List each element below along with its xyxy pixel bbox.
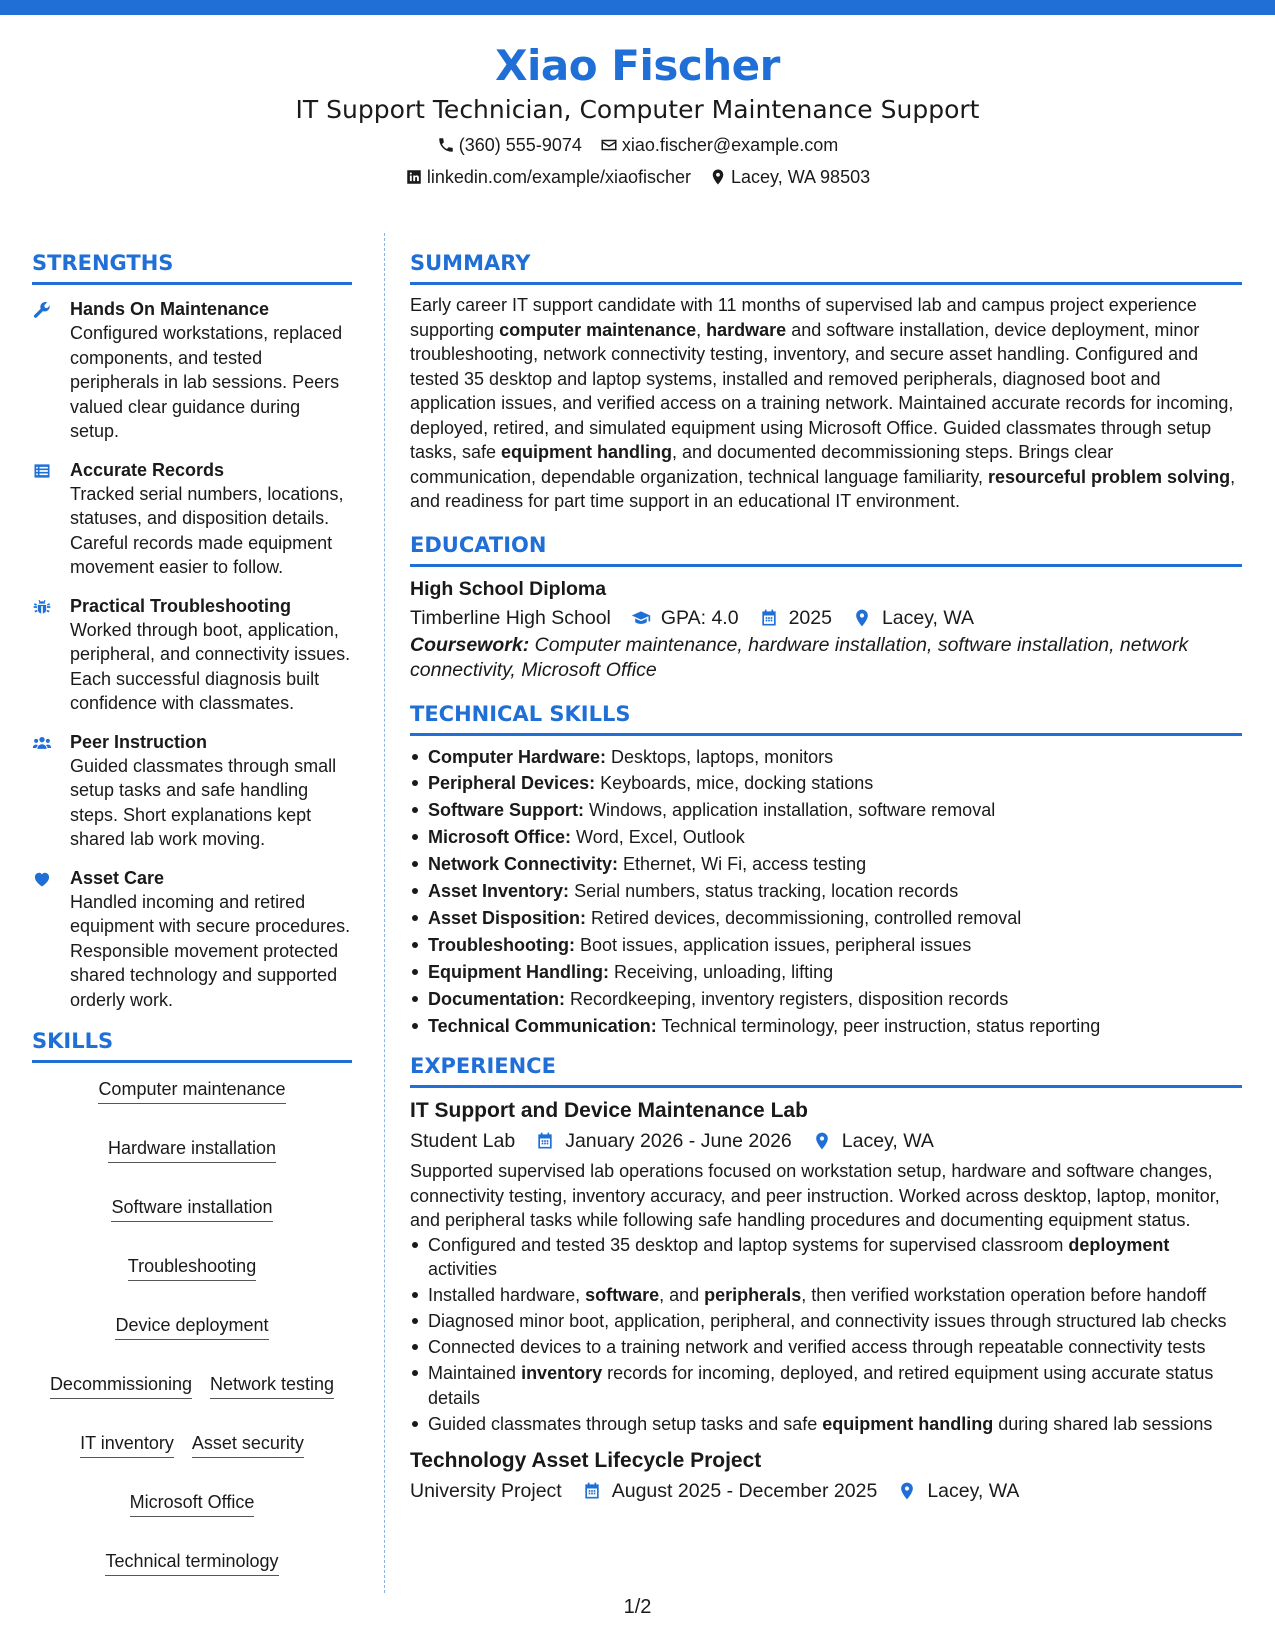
map-pin-icon — [812, 1131, 832, 1151]
job-location: Lacey, WA — [897, 1476, 1019, 1506]
tech-skill-item: Software Support: Windows, application installation, software removal — [410, 797, 1242, 824]
job-bullet: Connected devices to a training network and verified access through repeatable connectivity tests — [410, 1335, 1242, 1360]
strength-item — [32, 594, 352, 716]
education-section — [410, 530, 1242, 683]
job-org: Student Lab — [410, 1130, 516, 1153]
strength-item — [32, 730, 352, 852]
column-divider — [384, 233, 385, 1593]
candidate-name: Xiao Fischer — [495, 41, 780, 90]
education-heading: EDUCATION — [410, 530, 1242, 567]
right-column — [410, 248, 1242, 1522]
summary-section — [410, 248, 1242, 514]
job-title: IT Support and Device Maintenance Lab — [410, 1099, 808, 1123]
job-bullet: Diagnosed minor boot, application, peripheral, and connectivity issues through structured lab checks — [410, 1309, 1242, 1334]
map-pin-icon — [709, 168, 727, 186]
job-org: University Project — [410, 1480, 562, 1503]
strength-description: Configured workstations, replaced components, and tested peripherals in lab sessions. Peers valued clear guidance during setup. — [70, 323, 343, 441]
phone-text: (360) 555-9074 — [458, 135, 582, 155]
tech-skill-item: Computer Hardware: Desktops, laptops, monitors — [410, 744, 1242, 771]
skill-tag: IT inventory — [80, 1431, 174, 1458]
coursework: Coursework: Computer maintenance, hardware installation, software installation, network connectivity, Microsoft Office — [410, 633, 1189, 681]
skill-tag: Asset security — [192, 1431, 304, 1458]
job-bullet: Maintained inventory records for incoming, deployed, and retired equipment using accurate status details — [410, 1361, 1242, 1410]
strength-title: Asset Care — [70, 867, 165, 888]
linkedin-contact[interactable] — [405, 163, 691, 191]
map-pin-icon — [852, 608, 872, 628]
list-icon — [32, 461, 52, 481]
strength-description: Worked through boot, application, peripheral, and connectivity issues. Each successful diagnosis built confidence with classmates. — [70, 619, 351, 713]
linkedin-icon — [405, 168, 423, 186]
phone-icon — [437, 136, 455, 154]
strengths-heading: STRENGTHS — [32, 248, 352, 285]
strength-description: Handled incoming and retired equipment with secure procedures. Responsible movement protected shared technology and supported orderly work. — [70, 891, 351, 1010]
job-title: Technology Asset Lifecycle Project — [410, 1449, 762, 1473]
top-accent-bar — [0, 0, 1275, 15]
job-location: Lacey, WA — [812, 1126, 934, 1156]
job-meta — [410, 1126, 1242, 1156]
phone-contact — [437, 131, 582, 159]
linkedin-text: linkedin.com/example/xiaofischer — [426, 167, 692, 187]
job-entry — [410, 1446, 1242, 1506]
strength-item — [32, 297, 352, 444]
tech-skill-item: Asset Inventory: Serial numbers, status tracking, location records — [410, 878, 1242, 905]
strength-title: Hands On Maintenance — [70, 299, 270, 319]
skills-heading: SKILLS — [32, 1026, 352, 1063]
contact-row-2 — [0, 163, 1275, 191]
wrench-icon — [32, 300, 52, 320]
map-pin-icon — [897, 1481, 917, 1501]
tech-skill-item: Network Connectivity: Ethernet, Wi Fi, access testing — [410, 851, 1242, 878]
tech-skill-item: Documentation: Recordkeeping, inventory registers, disposition records — [410, 986, 1242, 1013]
skill-tag: Network testing — [210, 1372, 334, 1399]
skill-tag: Decommissioning — [50, 1372, 192, 1399]
education-meta — [410, 603, 1242, 633]
calendar-icon — [535, 1131, 555, 1151]
left-column — [32, 248, 352, 1576]
year-item: 2025 — [759, 603, 832, 633]
resume-header — [0, 40, 1275, 191]
tech-skill-item: Technical Communication: Technical terminology, peer instruction, status reporting — [410, 1013, 1242, 1040]
summary-heading: SUMMARY — [410, 248, 1242, 285]
strength-item — [32, 458, 352, 580]
location-contact — [709, 163, 870, 191]
job-bullet: Configured and tested 35 desktop and laptop systems for supervised classroom deployment activities — [410, 1233, 1242, 1282]
calendar-icon — [582, 1481, 602, 1501]
education-location: Lacey, WA — [852, 603, 974, 633]
strength-title: Peer Instruction — [70, 731, 208, 752]
skill-tag: Device deployment — [115, 1313, 268, 1340]
tech-skill-item: Equipment Handling: Receiving, unloading, lifting — [410, 959, 1242, 986]
page-number: 1/2 — [623, 1596, 652, 1618]
experience-heading: EXPERIENCE — [410, 1051, 1242, 1088]
location-text: Lacey, WA 98503 — [731, 167, 871, 187]
tech-skill-item: Microsoft Office: Word, Excel, Outlook — [410, 824, 1242, 851]
skill-tag: Troubleshooting — [128, 1254, 256, 1281]
contact-row-1 — [0, 131, 1275, 159]
tech-skill-item: Asset Disposition: Retired devices, decommissioning, controlled removal — [410, 905, 1242, 932]
tech-skill-item: Peripheral Devices: Keyboards, mice, docking stations — [410, 770, 1242, 797]
gpa-item: GPA: 4.0 — [631, 603, 739, 633]
job-entry — [410, 1096, 1242, 1436]
calendar-icon — [759, 608, 779, 628]
summary-text: Early career IT support candidate with 11 months of supervised lab and campus project experience supporting computer maintenance, hardware and software installation, device deployment, minor troubleshooting, network connectivity testing, inventory, and secure asset handling. Configured and tested 35 desktop and laptop systems, installed and removed peripherals, diagnosed boot and application issues, and verified access on a training network. Maintained accurate records for incoming, deployed, retired, and simulated equipment using Microsoft Office. Guided classmates through setup tasks, safe equipment handling, and documented decommissioning steps. Brings clear communication, dependable organization, technical language familiarity, resourceful problem solving, and readiness for part time support in an educational IT environment. — [410, 295, 1236, 511]
skill-tag: Hardware installation — [108, 1136, 276, 1163]
job-dates: August 2025 - December 2025 — [582, 1476, 878, 1506]
strength-title: Accurate Records — [70, 459, 225, 480]
experience-section — [410, 1051, 1242, 1506]
technical-skills-section — [410, 699, 1242, 1040]
skills-list — [32, 1077, 352, 1576]
technical-skills-list — [410, 744, 1242, 1040]
strength-description: Tracked serial numbers, locations, statuses, and disposition details. Careful records made equipment movement easier to follow. — [70, 483, 344, 577]
tech-skill-item: Troubleshooting: Boot issues, application issues, peripheral issues — [410, 932, 1242, 959]
technical-skills-heading: TECHNICAL SKILLS — [410, 699, 1242, 736]
skill-tag: Software installation — [111, 1195, 272, 1222]
school-name: Timberline High School — [410, 606, 611, 629]
users-icon — [32, 733, 52, 753]
job-bullet: Installed hardware, software, and peripherals, then verified workstation operation before handoff — [410, 1283, 1242, 1308]
email-text: xiao.fischer@example.com — [621, 135, 839, 155]
strength-title: Practical Troubleshooting — [70, 595, 292, 616]
graduation-cap-icon — [631, 608, 651, 628]
envelope-icon — [600, 136, 618, 154]
bug-icon — [32, 597, 52, 617]
degree-title: High School Diploma — [410, 577, 607, 600]
email-contact[interactable] — [600, 131, 838, 159]
strength-description: Guided classmates through small setup tasks and safe handling steps. Short explanations kept shared lab work moving. — [70, 755, 337, 849]
job-bullets — [410, 1233, 1242, 1437]
heart-icon — [32, 869, 52, 889]
job-bullet: Guided classmates through setup tasks and safe equipment handling during shared lab sessions — [410, 1412, 1242, 1437]
candidate-headline: IT Support Technician, Computer Maintenance Support — [295, 95, 980, 124]
strength-item — [32, 866, 352, 1013]
job-dates: January 2026 - June 2026 — [535, 1126, 792, 1156]
job-meta — [410, 1476, 1242, 1506]
skill-tag: Microsoft Office — [130, 1490, 255, 1517]
job-description: Supported supervised lab operations focused on workstation setup, hardware and software changes, connectivity testing, inventory accuracy, and peer instruction. Worked across desktop, laptop, monitor, and peripheral tasks while following safe handling procedures and documenting equipment status. — [410, 1161, 1220, 1231]
skill-tag: Computer maintenance — [98, 1077, 285, 1104]
skill-tag: Technical terminology — [105, 1549, 278, 1576]
